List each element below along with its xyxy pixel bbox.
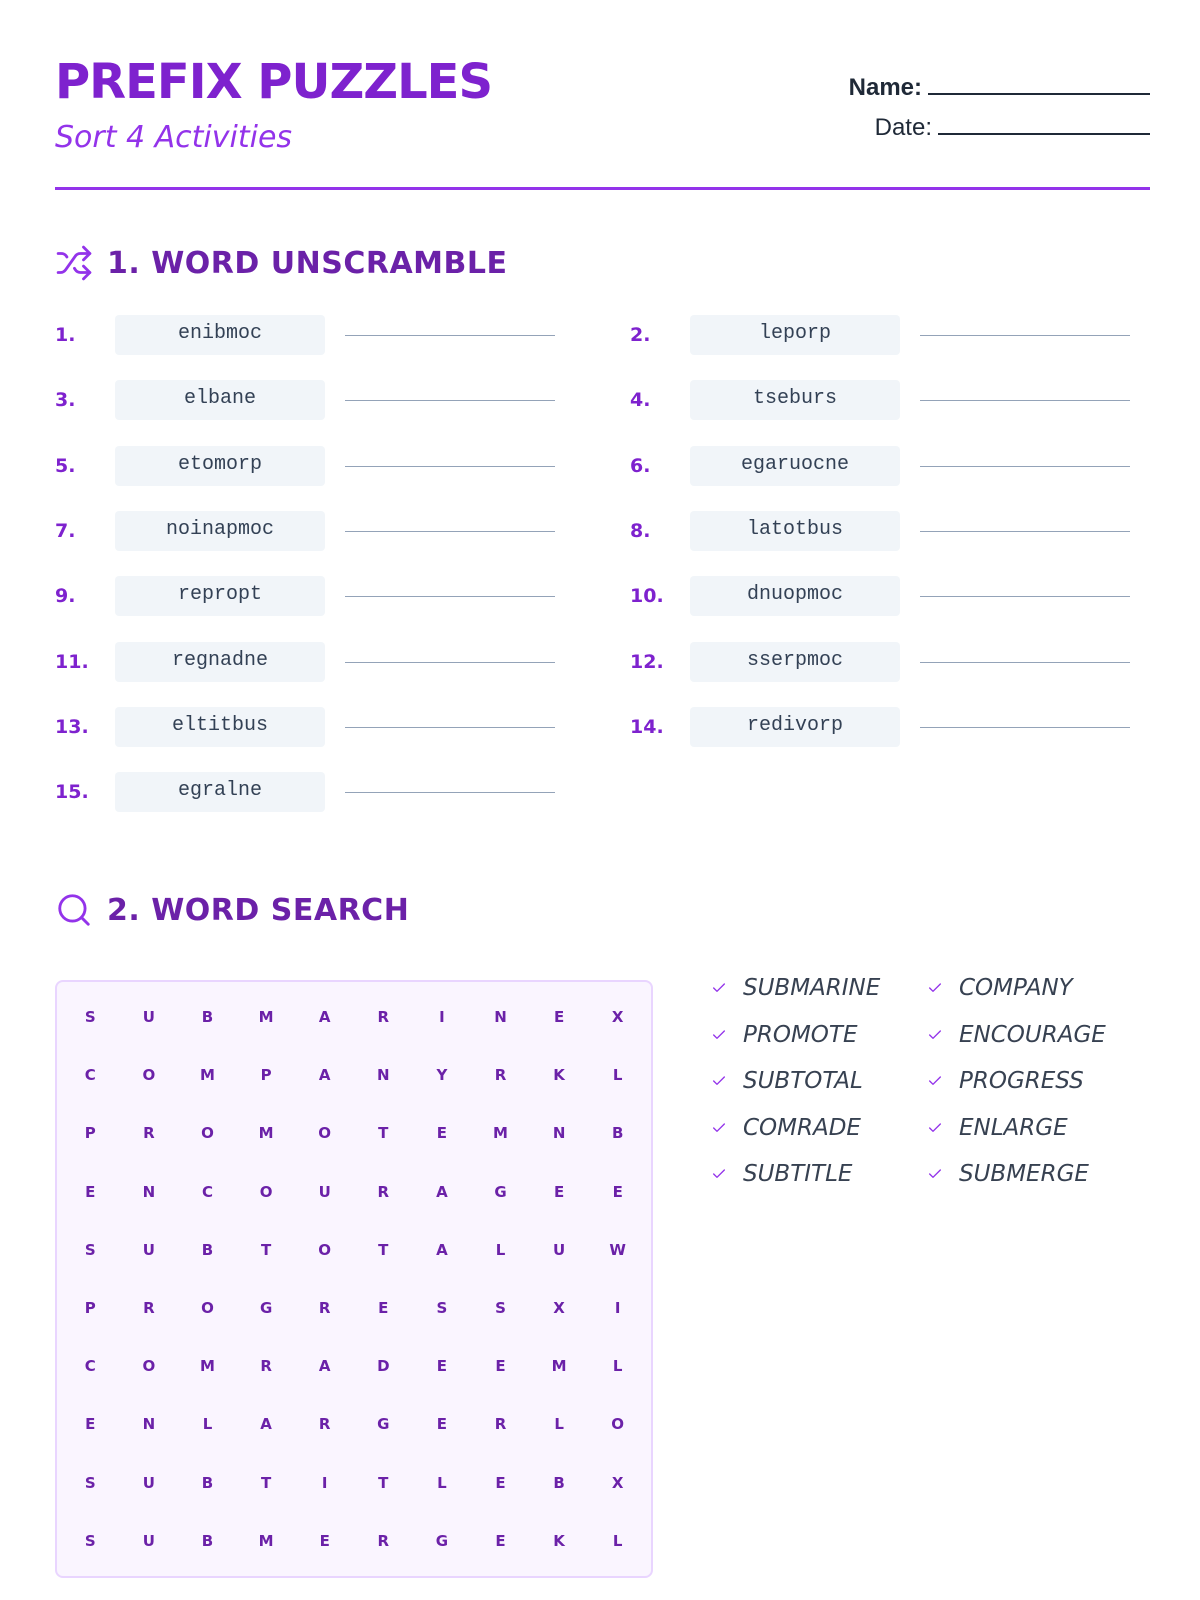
unscramble-item	[55, 380, 570, 420]
grid-letter[interactable]: S	[84, 1531, 96, 1550]
grid-letter[interactable]: O	[318, 1240, 332, 1259]
grid-letter[interactable]: L	[554, 1415, 564, 1434]
grid-letter[interactable]: A	[318, 1357, 331, 1376]
grid-letter[interactable]: S	[436, 1299, 448, 1318]
scrambled-word: eltitbus	[115, 707, 325, 747]
grid-letter[interactable]: R	[377, 1182, 390, 1201]
grid-letter[interactable]: G	[494, 1182, 507, 1201]
check-icon	[927, 1166, 943, 1182]
grid-letter[interactable]: R	[318, 1415, 331, 1434]
word-bank-word: SUBMARINE	[743, 975, 881, 1001]
item-number: 14.	[630, 715, 664, 738]
item-number: 9.	[55, 585, 76, 608]
item-number: 2.	[630, 324, 651, 346]
word-bank-item	[927, 1015, 1106, 1055]
page-title: PREFIX PUZZLES	[55, 54, 493, 110]
check-icon	[711, 1027, 727, 1043]
unscramble-item	[630, 642, 1145, 682]
answer-line[interactable]	[345, 400, 555, 401]
grid-letter[interactable]: E	[436, 1415, 448, 1434]
unscramble-item	[630, 707, 1145, 747]
item-number: 6.	[630, 454, 651, 477]
grid-letter[interactable]: M	[200, 1066, 215, 1085]
answer-line[interactable]	[345, 335, 555, 336]
answer-line[interactable]	[920, 335, 1130, 336]
grid-letter[interactable]: E	[85, 1182, 96, 1201]
unscramble-item	[55, 511, 570, 551]
scrambled-word: elbane	[115, 380, 325, 420]
scrambled-word: noinapmoc	[115, 511, 325, 551]
grid-letter[interactable]: Y	[436, 1066, 448, 1085]
check-icon	[711, 1166, 727, 1182]
worksheet-header	[55, 52, 1150, 192]
grid-letter[interactable]: T	[378, 1473, 389, 1492]
answer-line[interactable]	[345, 531, 555, 532]
grid-letter[interactable]: K	[553, 1066, 565, 1085]
grid-letter[interactable]: C	[84, 1066, 96, 1085]
grid-letter[interactable]: X	[553, 1299, 565, 1318]
search-icon	[55, 891, 93, 929]
word-bank-item	[711, 1108, 861, 1148]
shuffle-icon	[55, 244, 93, 282]
scrambled-word: dnuopmoc	[690, 576, 900, 616]
word-bank-item	[927, 1061, 1084, 1101]
scrambled-word: sserpmoc	[690, 642, 900, 682]
word-bank-word: PROMOTE	[743, 1021, 858, 1048]
grid-letter[interactable]: R	[494, 1066, 507, 1085]
unscramble-item	[630, 511, 1145, 551]
answer-line[interactable]	[920, 400, 1130, 401]
item-number: 15.	[55, 781, 89, 804]
item-number: 12.	[630, 650, 664, 673]
grid-letter[interactable]: O	[259, 1182, 273, 1201]
grid-letter[interactable]: R	[377, 1531, 390, 1550]
grid-letter[interactable]: R	[143, 1124, 155, 1143]
grid-letter[interactable]: B	[553, 1473, 565, 1492]
grid-letter[interactable]: N	[552, 1124, 566, 1143]
grid-letter[interactable]: N	[377, 1066, 390, 1085]
grid-letter[interactable]: R	[260, 1357, 272, 1376]
grid-letter[interactable]: L	[495, 1240, 506, 1259]
check-icon	[711, 980, 727, 996]
grid-letter[interactable]: X	[611, 1008, 624, 1027]
grid-letter[interactable]: U	[318, 1182, 331, 1201]
grid-letter[interactable]: B	[201, 1008, 214, 1027]
item-number: 4.	[630, 389, 651, 412]
unscramble-item	[55, 446, 570, 486]
item-number: 5.	[55, 454, 76, 477]
grid-letter[interactable]: A	[318, 1008, 331, 1027]
date-label: Date:	[874, 114, 932, 141]
grid-letter[interactable]: E	[378, 1299, 389, 1318]
unscramble-item	[55, 707, 570, 747]
scrambled-word: enibmoc	[115, 315, 325, 355]
grid-letter[interactable]: B	[201, 1473, 214, 1492]
grid-letter[interactable]: N	[142, 1182, 156, 1201]
page-subtitle: Sort 4 Activities	[55, 120, 293, 155]
name-field-line[interactable]	[928, 71, 1150, 95]
grid-letter[interactable]: L	[202, 1415, 213, 1434]
check-icon	[927, 1073, 943, 1089]
grid-letter[interactable]: A	[318, 1066, 331, 1085]
grid-letter[interactable]: I	[439, 1008, 445, 1027]
scrambled-word: repropt	[115, 576, 325, 616]
grid-letter[interactable]: M	[258, 1124, 274, 1143]
item-number: 3.	[55, 389, 76, 412]
item-number: 8.	[630, 519, 651, 542]
grid-letter[interactable]: T	[260, 1240, 272, 1259]
scrambled-word: redivorp	[690, 707, 900, 747]
answer-line[interactable]	[920, 531, 1130, 532]
check-icon	[711, 1073, 727, 1089]
grid-letter[interactable]: S	[84, 1473, 96, 1492]
grid-letter[interactable]: E	[495, 1531, 506, 1550]
grid-letter[interactable]: N	[142, 1415, 156, 1434]
grid-letter[interactable]: B	[201, 1240, 214, 1259]
header-divider	[55, 187, 1150, 190]
grid-letter[interactable]: E	[436, 1124, 448, 1143]
grid-letter[interactable]: U	[142, 1008, 155, 1027]
word-bank-word: ENLARGE	[959, 1114, 1068, 1141]
unscramble-item	[55, 642, 570, 682]
wordsearch-title: 2. WORD SEARCH	[107, 892, 410, 928]
grid-letter[interactable]: U	[553, 1240, 566, 1259]
word-bank-item	[927, 1108, 1068, 1148]
word-bank-word: SUBTOTAL	[743, 1068, 863, 1094]
grid-letter[interactable]: L	[612, 1066, 623, 1085]
word-bank-item	[711, 1154, 852, 1194]
grid-letter[interactable]: A	[260, 1415, 272, 1434]
grid-letter[interactable]: E	[553, 1008, 565, 1027]
grid-letter[interactable]: E	[319, 1531, 330, 1550]
grid-letter[interactable]: O	[201, 1299, 214, 1318]
answer-line[interactable]	[920, 727, 1130, 728]
grid-letter[interactable]: S	[495, 1299, 506, 1318]
grid-letter[interactable]: D	[377, 1357, 390, 1376]
word-bank-item	[711, 1015, 857, 1055]
grid-letter[interactable]: O	[142, 1357, 156, 1376]
grid-letter[interactable]: K	[553, 1531, 565, 1550]
word-bank-item	[927, 968, 1073, 1008]
word-bank-word: PROGRESS	[959, 1068, 1084, 1094]
word-bank-word: COMRADE	[743, 1114, 861, 1141]
grid-letter[interactable]: E	[495, 1473, 506, 1492]
grid-letter[interactable]: I	[614, 1299, 621, 1318]
grid-letter[interactable]: O	[142, 1066, 156, 1085]
grid-letter[interactable]: R	[377, 1008, 390, 1027]
check-icon	[711, 1120, 727, 1136]
unscramble-item	[630, 380, 1145, 420]
item-number: 13.	[55, 715, 89, 738]
grid-letter[interactable]: L	[612, 1357, 623, 1376]
answer-line[interactable]	[345, 662, 555, 663]
grid-letter[interactable]: M	[200, 1357, 215, 1376]
grid-letter[interactable]: M	[258, 1531, 274, 1550]
grid-letter[interactable]: L	[437, 1473, 447, 1492]
check-icon	[927, 1027, 943, 1043]
answer-line[interactable]	[920, 596, 1130, 597]
grid-letter[interactable]: R	[318, 1299, 331, 1318]
grid-letter[interactable]: G	[377, 1415, 390, 1434]
grid-letter[interactable]: O	[201, 1124, 214, 1143]
grid-letter[interactable]: O	[318, 1124, 332, 1143]
grid-letter[interactable]: M	[551, 1357, 567, 1376]
grid-letter[interactable]: O	[611, 1415, 625, 1434]
grid-letter[interactable]: M	[258, 1008, 274, 1027]
grid-letter[interactable]: R	[143, 1299, 155, 1318]
date-row	[790, 110, 1150, 150]
grid-letter[interactable]: U	[142, 1473, 155, 1492]
grid-letter[interactable]: M	[493, 1124, 508, 1143]
grid-letter[interactable]: I	[321, 1473, 328, 1492]
student-info	[790, 70, 1150, 150]
word-bank-word: COMPANY	[959, 975, 1073, 1001]
scrambled-word: regnadne	[115, 642, 325, 682]
word-bank-word: ENCOURAGE	[959, 1021, 1106, 1048]
name-label: Name:	[848, 74, 922, 101]
grid-letter[interactable]: G	[435, 1531, 449, 1550]
grid-letter[interactable]: E	[85, 1415, 96, 1434]
word-bank-word: SUBTITLE	[743, 1161, 853, 1187]
answer-line[interactable]	[920, 662, 1130, 663]
wordsearch-heading	[55, 890, 409, 930]
grid-letter[interactable]: R	[494, 1415, 507, 1434]
grid-letter[interactable]: E	[436, 1357, 448, 1376]
grid-letter[interactable]: C	[201, 1182, 213, 1201]
scrambled-word: egralne	[115, 772, 325, 812]
grid-letter[interactable]: B	[611, 1124, 624, 1143]
grid-letter[interactable]: T	[260, 1473, 272, 1492]
grid-letter[interactable]: B	[201, 1531, 214, 1550]
word-bank-word: SUBMERGE	[959, 1161, 1089, 1187]
grid-letter[interactable]: A	[436, 1182, 448, 1201]
grid-letter[interactable]: A	[436, 1240, 448, 1259]
answer-line[interactable]	[345, 727, 555, 728]
grid-letter[interactable]: W	[609, 1240, 626, 1259]
answer-line[interactable]	[920, 466, 1130, 467]
grid-letter[interactable]: P	[260, 1066, 272, 1085]
word-bank-item	[711, 1061, 863, 1101]
item-number: 10.	[630, 585, 664, 608]
unscramble-item	[55, 315, 570, 355]
grid-letter[interactable]: E	[612, 1182, 623, 1201]
word-bank-item	[927, 1154, 1089, 1194]
grid-letter[interactable]: P	[84, 1124, 96, 1143]
item-number: 7.	[55, 519, 76, 542]
unscramble-heading	[55, 243, 508, 283]
scrambled-word: tseburs	[690, 380, 900, 420]
grid-letter[interactable]: E	[495, 1357, 506, 1376]
answer-line[interactable]	[345, 466, 555, 467]
grid-letter[interactable]: T	[378, 1240, 389, 1259]
unscramble-item	[55, 576, 570, 616]
check-icon	[927, 1120, 943, 1136]
item-number: 1.	[55, 324, 76, 346]
unscramble-item	[630, 315, 1145, 355]
grid-letter[interactable]: C	[84, 1357, 96, 1376]
scrambled-word: latotbus	[690, 511, 900, 551]
worksheet	[55, 0, 1150, 1600]
name-row	[790, 70, 1150, 110]
scrambled-word: etomorp	[115, 446, 325, 486]
grid-letter[interactable]: X	[611, 1473, 624, 1492]
unscramble-item	[630, 576, 1145, 616]
grid-letter[interactable]: S	[84, 1240, 96, 1259]
grid-letter[interactable]: S	[84, 1008, 96, 1027]
grid-letter[interactable]: E	[553, 1182, 565, 1201]
grid-letter[interactable]: P	[84, 1299, 96, 1318]
scrambled-word: egaruocne	[690, 446, 900, 486]
answer-line[interactable]	[345, 792, 555, 793]
grid-letter[interactable]: L	[612, 1531, 623, 1550]
unscramble-item	[55, 772, 570, 812]
word-search-grid[interactable]	[55, 980, 653, 1578]
item-number: 11.	[55, 650, 89, 673]
unscramble-item	[630, 446, 1145, 486]
check-icon	[927, 980, 943, 996]
unscramble-title: 1. WORD UNSCRAMBLE	[107, 245, 508, 281]
date-field-line[interactable]	[938, 111, 1150, 135]
grid-letter[interactable]: T	[378, 1124, 389, 1143]
grid-letter[interactable]: U	[142, 1240, 155, 1259]
grid-letter[interactable]: U	[142, 1531, 155, 1550]
grid-letter[interactable]: G	[259, 1299, 273, 1318]
scrambled-word: leporp	[690, 315, 900, 355]
answer-line[interactable]	[345, 596, 555, 597]
grid-letter[interactable]: N	[494, 1008, 507, 1027]
word-bank-item	[711, 968, 880, 1008]
